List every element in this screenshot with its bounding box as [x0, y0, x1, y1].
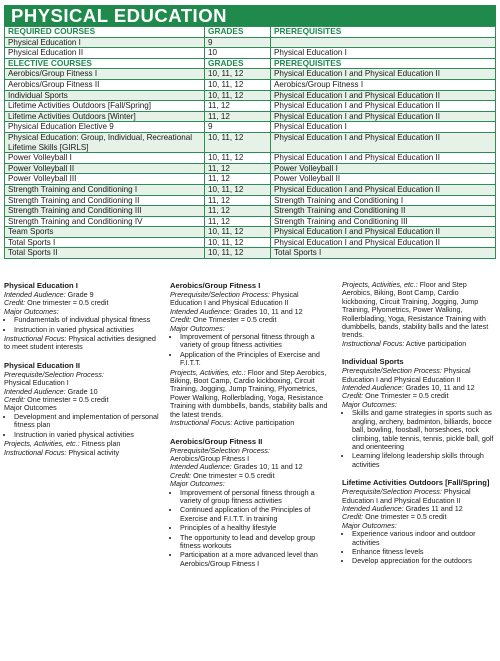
- course-cell: Lifetime Activities Outdoors [Fall/Spring]: [5, 101, 205, 112]
- field-label: Instructional Focus:: [342, 338, 405, 348]
- grades-cell: 10, 11, 12: [205, 132, 271, 152]
- field-label: Credit:: [4, 298, 26, 308]
- field-value: Floor and Step Aerobics, Biking, Boot Camp, Cardio kickboxing, Circuit Training, Jogging, Jump Training, Plyometrics, Power Walking, Rollerblading, Yoga, Resistance Training with dumbbells, bands, stability balls and the latest trends.: [342, 280, 489, 340]
- field-value: Physical Education I: [4, 378, 69, 388]
- field-value: Physical Education I and Physical Education II: [170, 290, 299, 308]
- course-cell: Strength Training and Conditioning II: [5, 195, 205, 206]
- course-description: [342, 357, 496, 469]
- table-row: [5, 174, 496, 185]
- description-line: [170, 419, 328, 427]
- prerequisite-cell: Strength Training and Conditioning II: [271, 206, 496, 217]
- prerequisite-cell: Physical Education I and Physical Education II: [271, 111, 496, 122]
- field-value: One trimester = 0.5 credit: [25, 298, 109, 308]
- course-cell: Physical Education II: [5, 48, 205, 59]
- course-description: [4, 281, 159, 352]
- field-label: Credit:: [4, 395, 26, 405]
- table-row: [5, 111, 496, 122]
- field-value: One Trimester = 0.5 credit: [363, 391, 449, 401]
- course-description-title: Individual Sports: [342, 357, 404, 367]
- table-row: [5, 163, 496, 174]
- grades-cell: 11, 12: [205, 195, 271, 206]
- grades-cell: 10, 11, 12: [205, 227, 271, 238]
- list-item: • Instruction in varied physical activities: [14, 326, 159, 334]
- prerequisite-cell: Physical Education I and Physical Education II: [271, 132, 496, 152]
- course-cell: Power Volleyball III: [5, 174, 205, 185]
- table-row: [5, 227, 496, 238]
- description-line: [342, 281, 496, 340]
- table-row: [5, 132, 496, 152]
- description-line: [170, 291, 328, 308]
- table-row: [5, 122, 496, 133]
- table-row: [5, 184, 496, 195]
- course-cell: Lifetime Activities Outdoors [Winter]: [5, 111, 205, 122]
- outcome-list: [170, 333, 328, 368]
- field-value: Grades 10, 11 and 12: [231, 306, 303, 316]
- list-item: • The opportunity to lead and develop group fitness workouts: [180, 534, 328, 551]
- field-value: Grades 10, 11 and 12: [231, 462, 303, 472]
- course-cell: Power Volleyball II: [5, 163, 205, 174]
- prerequisite-cell: Physical Education I and Physical Education II: [271, 69, 496, 80]
- course-cell: Total Sports II: [5, 248, 205, 259]
- course-cell: Total Sports I: [5, 237, 205, 248]
- grades-cell: 10: [205, 48, 271, 59]
- list-item: • Application of the Principles of Exercise and F.I.T.T.: [180, 351, 328, 368]
- field-label: Major Outcomes:: [4, 306, 59, 316]
- grades-cell: 11, 12: [205, 101, 271, 112]
- field-label: Major Outcomes:: [342, 520, 397, 530]
- course-cell: Aerobics/Group Fitness II: [5, 79, 205, 90]
- course-cell: Strength Training and Conditioning IV: [5, 216, 205, 227]
- table-row: [5, 69, 496, 80]
- field-label: Credit:: [342, 391, 364, 401]
- course-descriptions: [4, 281, 496, 657]
- field-label: Prerequisite/Selection Process:: [170, 290, 270, 299]
- course-description: [342, 281, 496, 348]
- prerequisite-cell: Aerobics/Group Fitness I: [271, 79, 496, 90]
- list-item: • Experience various indoor and outdoor activities: [352, 530, 496, 547]
- course-cell: Physical Education: Group, Individual, Recreational Lifetime Skills [GIRLS]: [5, 132, 205, 152]
- prerequisite-cell: Strength Training and Conditioning III: [271, 216, 496, 227]
- field-label: Projects, Activities, etc.:: [342, 280, 418, 289]
- field-value: One trimester = 0.5 credit: [191, 470, 275, 480]
- field-label: Credit:: [342, 512, 364, 522]
- list-item: • Participation at a more advanced level than Aerobics/Group Fitness I: [180, 551, 328, 568]
- field-label: Intended Audience:: [342, 383, 404, 393]
- grades-cell: 11, 12: [205, 216, 271, 227]
- description-line: [342, 488, 496, 505]
- field-value: Active participation: [404, 338, 467, 348]
- course-table-body: [5, 27, 496, 259]
- prerequisite-cell: Physical Education I and Physical Education II: [271, 227, 496, 238]
- prerequisite-cell: Power Volleyball I: [271, 163, 496, 174]
- grades-cell: GRADES: [205, 58, 271, 69]
- field-value: Active participation: [232, 418, 295, 428]
- field-label: Intended Audience:: [4, 386, 66, 396]
- grades-cell: 11, 12: [205, 206, 271, 217]
- field-label: Major Outcomes:: [170, 479, 225, 489]
- grades-cell: 9: [205, 37, 271, 48]
- course-cell: Power Volleyball I: [5, 153, 205, 164]
- outcome-list: [342, 530, 496, 566]
- list-item: • Principles of a healthy lifestyle: [180, 524, 328, 532]
- field-value: Grades 10, 11 and 12: [403, 383, 475, 393]
- prerequisite-cell: PREREQUISITES: [271, 58, 496, 69]
- field-label: Intended Audience:: [342, 503, 404, 513]
- field-value: Grade 9: [65, 290, 94, 299]
- field-value: Physical Education I and Physical Education II: [342, 487, 471, 505]
- grades-cell: GRADES: [205, 27, 271, 38]
- field-label: Prerequisite/Selection Process:: [342, 487, 442, 497]
- elective-courses-header: [5, 58, 496, 69]
- field-label: Instructional Focus:: [170, 418, 233, 428]
- field-value: Physical activity: [66, 447, 120, 457]
- outcome-list: [4, 316, 159, 334]
- field-label: Major Outcomes:: [342, 399, 397, 409]
- grades-cell: 10, 11, 12: [205, 90, 271, 101]
- field-label: Projects, Activities, etc.:: [4, 439, 80, 449]
- table-row: [5, 79, 496, 90]
- outcome-list: [342, 409, 496, 469]
- field-value: One Trimester = 0.5 credit: [191, 315, 277, 325]
- field-label: Intended Audience:: [170, 306, 232, 316]
- outcome-list: [170, 489, 328, 569]
- field-value: Floor and Step Aerobics, Biking, Boot Camp, Cardio kickboxing, Circuit Training, Jogging, Jump Training, Plyometrics, Power Walking, Rollerblading, Yoga, Resistance Training with dumbbells, bands, stability balls and the latest trends.: [170, 367, 328, 419]
- table-row: [5, 206, 496, 217]
- field-label: Intended Audience:: [4, 290, 66, 299]
- field-value: Physical Education I and Physical Education II: [342, 366, 471, 384]
- prerequisite-cell: Physical Education I and Physical Education II: [271, 101, 496, 112]
- field-label: Prerequisite/Selection Process:: [4, 369, 104, 379]
- grades-cell: 10, 11, 12: [205, 184, 271, 195]
- list-item: • Development and implementation of personal fitness plan: [14, 413, 159, 430]
- prerequisite-cell: Physical Education I: [271, 48, 496, 59]
- field-label: Projects, Activities, etc.:: [170, 367, 246, 377]
- prerequisite-cell: Physical Education I and Physical Education II: [271, 184, 496, 195]
- course-description-title: Aerobics/Group Fitness II: [170, 436, 263, 446]
- grades-cell: 10, 11, 12: [205, 79, 271, 90]
- grades-cell: 11, 12: [205, 174, 271, 185]
- grades-cell: 10, 11, 12: [205, 237, 271, 248]
- field-label: Major Outcomes:: [170, 323, 225, 333]
- field-value: Grade 10: [65, 386, 98, 396]
- grades-cell: 9: [205, 122, 271, 133]
- course-description-title: Physical Education I: [4, 281, 78, 290]
- prerequisite-cell: Physical Education I and Physical Education II: [271, 153, 496, 164]
- descriptions-column-right: [342, 281, 496, 575]
- field-label: Instructional Focus:: [4, 447, 67, 457]
- table-row: [5, 90, 496, 101]
- course-cell: Strength Training and Conditioning I: [5, 184, 205, 195]
- prerequisite-cell: Total Sports I: [271, 248, 496, 259]
- required-courses-header: [5, 27, 496, 38]
- prerequisite-cell: [271, 37, 496, 48]
- table-row: [5, 101, 496, 112]
- description-line: [4, 335, 159, 352]
- prerequisite-cell: PREREQUISITES: [271, 27, 496, 38]
- field-value: Fitness plan: [79, 439, 121, 449]
- prerequisite-cell: Strength Training and Conditioning I: [271, 195, 496, 206]
- field-value: Grades 11 and 12: [403, 503, 463, 513]
- table-row: [5, 237, 496, 248]
- field-value: One trimester = 0.5 credit: [363, 512, 447, 522]
- grades-cell: 10, 11, 12: [205, 69, 271, 80]
- field-value: One trimester = 0.5 credit: [25, 395, 109, 405]
- field-label: Instructional Focus:: [4, 334, 67, 344]
- list-item: • Develop appreciation for the outdoors: [352, 557, 496, 565]
- description-line: [342, 340, 496, 348]
- course-description: [170, 437, 328, 569]
- prerequisite-cell: Physical Education I: [271, 122, 496, 133]
- list-item: • Improvement of personal fitness through a variety of group fitness activities: [180, 489, 328, 506]
- course-description: [4, 361, 159, 457]
- field-label: Prerequisite/Selection Process:: [170, 445, 270, 455]
- descriptions-column-middle: [170, 281, 328, 577]
- prerequisite-cell: Physical Education I and Physical Education II: [271, 237, 496, 248]
- descriptions-column-left: [4, 281, 159, 466]
- course-cell: Strength Training and Conditioning III: [5, 206, 205, 217]
- field-value: Physical activities designed to meet student interests: [4, 334, 156, 352]
- page-title: PHYSICAL EDUCATION: [4, 5, 496, 26]
- course-cell: Individual Sports: [5, 90, 205, 101]
- list-item: • Fundamentals of individual physical fitness: [14, 316, 159, 324]
- course-description-title: Physical Education II: [4, 360, 80, 370]
- table-row: [5, 248, 496, 259]
- list-item: • Continued application of the Principles of Exercise and F.I.T.T. in training: [180, 506, 328, 523]
- table-row: [5, 195, 496, 206]
- prerequisite-cell: Physical Education I and Physical Education II: [271, 90, 496, 101]
- table-row: [5, 48, 496, 59]
- course-description: [170, 281, 328, 428]
- course-description: [342, 478, 496, 566]
- description-line: [342, 367, 496, 384]
- list-item: • Skills and game strategies in sports such as angling, archery, badminton, billiards, bocce ball, bowling, foosball, horseshoes, rock climbing, table tennis, tennis, pickle ball, golf and orienteering: [352, 409, 496, 451]
- field-value: Aerobics/Group Fitness I: [170, 453, 250, 463]
- grades-cell: 11, 12: [205, 163, 271, 174]
- field-label: Credit:: [170, 315, 192, 325]
- course-description-title: Aerobics/Group Fitness I: [170, 281, 261, 290]
- course-cell: Aerobics/Group Fitness I: [5, 69, 205, 80]
- grades-cell: 10, 11, 12: [205, 153, 271, 164]
- list-item: • Learning lifelong leadership skills through activities: [352, 452, 496, 469]
- course-cell: Team Sports: [5, 227, 205, 238]
- course-description-title: Lifetime Activities Outdoors [Fall/Spring]: [342, 478, 490, 488]
- grades-cell: 10, 11, 12: [205, 248, 271, 259]
- list-item: • Instruction in varied physical activities: [14, 431, 159, 439]
- field-value: Major Outcomes: [4, 403, 57, 413]
- field-label: Prerequisite/Selection Process:: [342, 366, 442, 376]
- course-cell: REQUIRED COURSES: [5, 27, 205, 38]
- grades-cell: 11, 12: [205, 111, 271, 122]
- description-line: [170, 369, 328, 419]
- prerequisite-cell: Power Volleyball II: [271, 174, 496, 185]
- course-cell: Physical Education Elective 9: [5, 122, 205, 133]
- course-cell: Physical Education I: [5, 37, 205, 48]
- course-table: [4, 26, 496, 259]
- table-row: [5, 37, 496, 48]
- table-row: [5, 216, 496, 227]
- course-cell: ELECTIVE COURSES: [5, 58, 205, 69]
- outcome-list: [4, 413, 159, 439]
- field-label: Credit:: [170, 470, 192, 480]
- field-label: Intended Audience:: [170, 462, 232, 472]
- description-line: [4, 449, 159, 457]
- list-item: • Enhance fitness levels: [352, 548, 496, 556]
- list-item: • Improvement of personal fitness through a variety of group fitness activities: [180, 333, 328, 350]
- table-row: [5, 153, 496, 164]
